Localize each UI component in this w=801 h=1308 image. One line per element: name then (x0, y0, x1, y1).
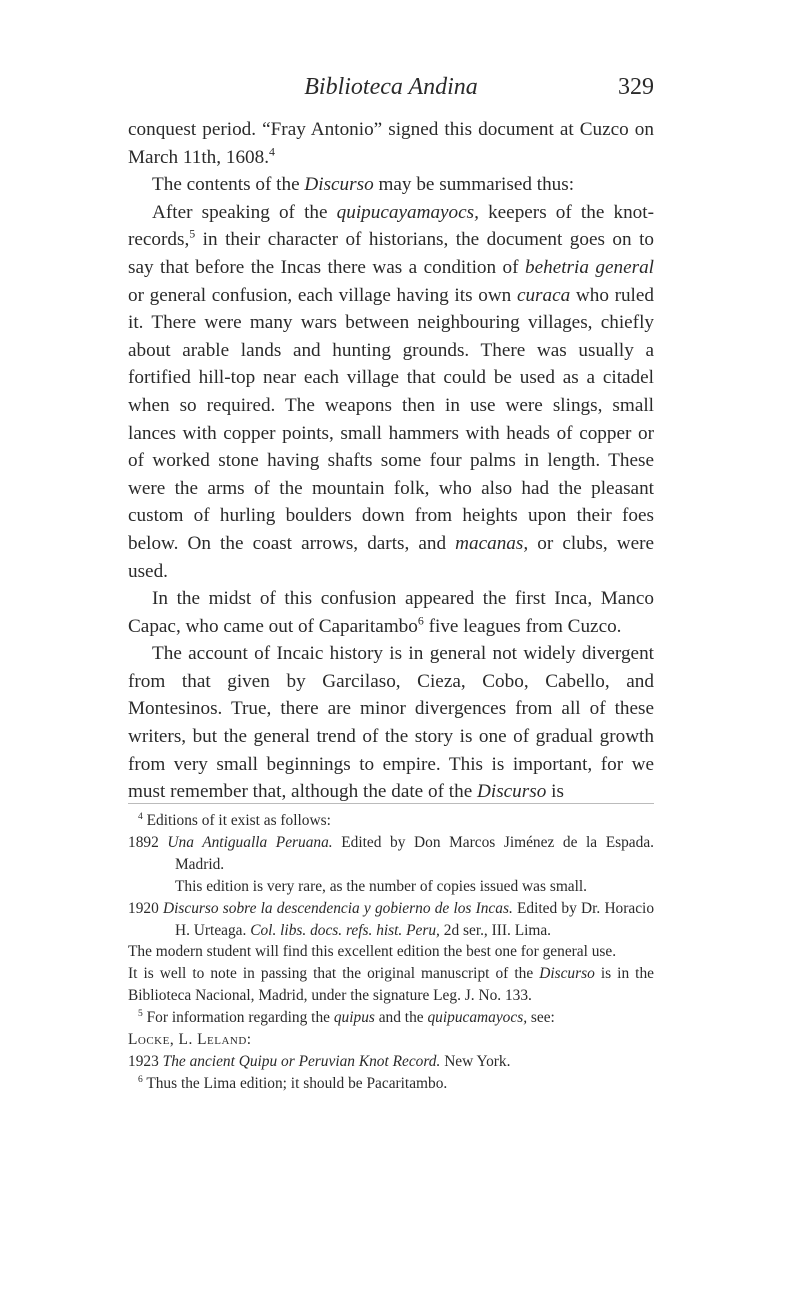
body-text (128, 116, 654, 806)
paragraph-1: conquest period. “Fray Antonio” signed this document at Cuzco on March 11th, 1608.$^4$ (128, 119, 654, 168)
paragraph-2: The contents of the Discurso may be summarised thus: (152, 174, 575, 196)
footnote-ref-6[interactable]: 6 (417, 613, 424, 628)
edition-1920: 1920 Discurso sobre la descendencia y gobierno de los Incas. Edited by Dr. Horacio H. Urteaga. Col. libs. docs. refs. hist. Peru, 2d ser., III. Lima. (128, 899, 655, 939)
paragraph-5: The account of Incaic history is in general not widely divergent from that given by Garcilaso, Cieza, Cobo, Cabello, and Montesinos. True, there are minor divergences from all of these writers, but the general trend of the story is one of gradual growth from very small beginnings to empire. This is important, for we must remember that, although the date of the Discurso is (128, 643, 654, 803)
reference-1923: 1923 The ancient Quipu or Peruvian Knot Record. New York. (128, 1052, 511, 1070)
footnote-divider (128, 803, 654, 804)
footnote-5: $^5$ For information regarding the quipus and the quipucamayocs, see: (138, 1008, 555, 1027)
footnote-4-manuscript: It is well to note in passing that the original manuscript of the Discurso is in the Biblioteca Nacional, Madrid, under the signature Leg. J. No. 133. (128, 965, 654, 1005)
footnote-6: $^6$ Thus the Lima edition; it should be Pacaritambo. (138, 1073, 448, 1092)
footnote-ref-4[interactable]: 4 (269, 144, 275, 159)
edition-1892-note: This edition is very rare, as the number of copies issued was small. (175, 877, 588, 895)
footnote-4: $^4$ Editions of it exist as follows: (138, 810, 331, 829)
edition-1892: 1892 Una Antigualla Peruana. Edited by Don Marcos Jiménez de la Espada. Madrid. (128, 833, 655, 873)
footnote-4-remark: The modern student will find this excellent edition the best one for general use. (128, 943, 617, 961)
footnote-ref-5[interactable]: 5 (189, 226, 196, 241)
footnote-5-author: Locke, L. Leland: (128, 1031, 252, 1049)
running-header (128, 72, 654, 106)
page-number: 329 (618, 74, 654, 100)
paragraph-3: After speaking of the quipucayamayocs, keepers of the knot-records,$^5$ in their character of historians, the document goes on to say that before the Incas there was a condition of behetria general or general confusion, each village having its own curaca who ruled it. There were many wars between neighbouring villages, chiefly about arable lands and hunting grounds. There was usually a fortified hill-top near each village that could be used as a citadel when so required. The weapons then in use were slings, small lances with copper points, small hammers with heads of copper or of worked stone having shafts some four palms in length. These were the arms of the mountain folk, who also had the pleasant custom of hurling boulders down from heights upon their foes below. On the coast arrows, darts, and macanas, or clubs, were used. (128, 201, 655, 582)
running-title: Biblioteca Andina (304, 74, 478, 100)
footnotes (128, 810, 654, 1095)
paragraph-4: In the midst of this confusion appeared the first Inca, Manco Capac, who came out of Caparitambo$^6$ five leagues from Cuzco. (128, 588, 654, 637)
